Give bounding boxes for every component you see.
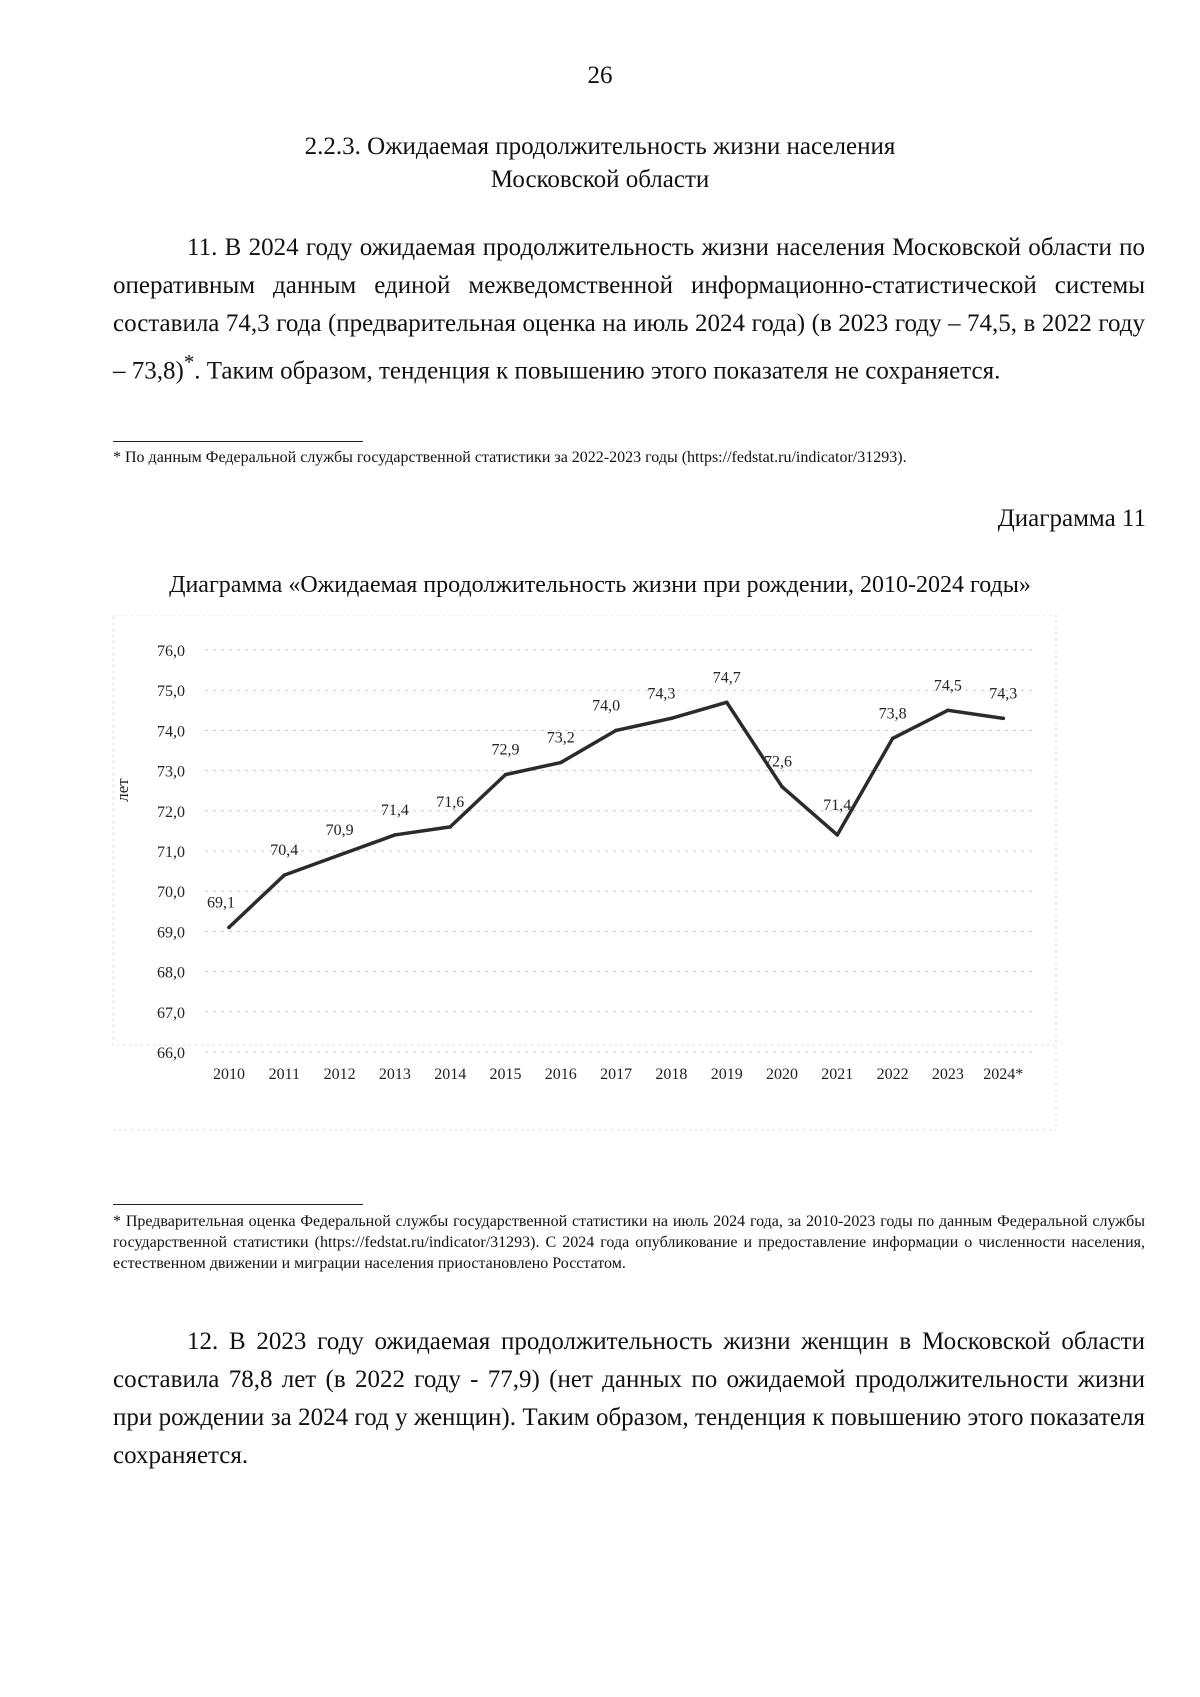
data-point bbox=[504, 773, 508, 777]
x-tick-label: 2014 bbox=[434, 1066, 467, 1083]
data-label: 74,0 bbox=[592, 697, 621, 715]
x-tick-label: 2013 bbox=[378, 1066, 411, 1083]
data-label: 73,2 bbox=[546, 729, 575, 747]
data-label: 69,1 bbox=[207, 894, 235, 912]
data-label: 71,4 bbox=[380, 801, 409, 819]
data-point bbox=[227, 926, 231, 930]
y-tick-label: 72,0 bbox=[157, 803, 185, 821]
footnote-2: * Предварительная оценка Федеральной службы государственной статистики на июль 2024 года, за 2010-2023 годы по данным Федеральной службы государственной статистики (https://fedstat.ru/indicator/31293). С 2024 года опубликование и предоставление информации о численности населения, естественном движении и миграции населения приостановлено Росстатом. bbox=[113, 1213, 1145, 1272]
x-tick-label: 2012 bbox=[323, 1066, 356, 1083]
paragraph-11-text: 11. В 2024 году ожидаемая продолжительность жизни населения Московской области по оперативным данным единой межведомственной информационно-статистической системы составила 74,3 года (предварительная оценка на июль 2024 года) (в 2023 году – 74,5, в 2022 году – 73,8) bbox=[113, 234, 1145, 385]
data-point bbox=[836, 833, 840, 837]
data-point bbox=[338, 853, 342, 857]
data-label: 72,6 bbox=[764, 753, 792, 771]
y-tick-label: 70,0 bbox=[157, 884, 185, 902]
x-tick-label: 2011 bbox=[268, 1066, 301, 1083]
paragraph-12-text: 12. В 2023 году ожидаемая продолжительность жизни женщин в Московской области составила 78,8 лет (в 2022 году - 77,9) (нет данных по ожидаемой продолжительности жизни при рождении за 2024 год у женщин). Таким образом, тенденция к повышению этого показателя сохраняется. bbox=[113, 1328, 1145, 1469]
y-axis-label: лет bbox=[113, 778, 132, 802]
x-tick-label: 2010 bbox=[213, 1066, 245, 1083]
x-tick-label: 2018 bbox=[655, 1066, 688, 1083]
footnote-rule-2 bbox=[113, 1204, 363, 1205]
page-number: 26 bbox=[587, 62, 613, 89]
footnote-rule-1 bbox=[113, 441, 363, 442]
x-tick-label: 2021 bbox=[821, 1066, 854, 1083]
data-label: 71,6 bbox=[436, 793, 465, 811]
x-tick-label: 2015 bbox=[489, 1066, 522, 1083]
data-point bbox=[448, 825, 452, 829]
y-tick-label: 76,0 bbox=[157, 643, 185, 660]
y-tick-label: 68,0 bbox=[157, 964, 185, 982]
series-line bbox=[229, 702, 1003, 927]
footnote-marker: * bbox=[183, 350, 195, 374]
y-tick-label: 66,0 bbox=[157, 1045, 185, 1062]
x-tick-label: 2022 bbox=[876, 1066, 909, 1083]
data-point bbox=[891, 737, 895, 741]
data-point bbox=[670, 717, 674, 721]
data-point bbox=[946, 709, 950, 713]
paragraph-11 bbox=[113, 229, 1145, 390]
paragraph-12 bbox=[113, 1323, 1145, 1475]
data-point bbox=[1001, 717, 1005, 721]
data-label: 72,9 bbox=[491, 741, 520, 759]
x-tick-label: 2023 bbox=[931, 1066, 964, 1083]
diagram-label: Диаграмма 11 bbox=[997, 505, 1146, 532]
data-point bbox=[725, 700, 729, 704]
data-point bbox=[559, 761, 563, 765]
section-title-line1: 2.2.3. Ожидаемая продолжительность жизни населения bbox=[304, 133, 896, 160]
x-tick-label: 2019 bbox=[710, 1066, 743, 1083]
y-tick-label: 75,0 bbox=[157, 683, 185, 701]
data-point bbox=[614, 729, 618, 733]
section-title bbox=[0, 130, 1200, 196]
data-label: 73,8 bbox=[878, 705, 907, 723]
data-point bbox=[393, 833, 397, 837]
y-tick-label: 69,0 bbox=[157, 924, 185, 942]
y-tick-label: 67,0 bbox=[157, 1004, 185, 1022]
data-point bbox=[780, 785, 784, 789]
data-label: 71,4 bbox=[823, 796, 852, 814]
data-label: 74,7 bbox=[712, 669, 741, 687]
data-label: 70,4 bbox=[270, 842, 299, 860]
chart-title: Диаграмма «Ожидаемая продолжительность жизни при рождении, 2010-2024 годы» bbox=[169, 572, 1031, 598]
paragraph-11-end: . Таким образом, тенденция к повышению этого показателя не сохраняется. bbox=[194, 357, 1001, 385]
y-tick-label: 74,0 bbox=[157, 723, 185, 741]
x-tick-label: 2024* bbox=[983, 1066, 1024, 1083]
data-label: 74,5 bbox=[933, 677, 962, 695]
chart-frame bbox=[113, 615, 1056, 1045]
y-tick-label: 71,0 bbox=[157, 844, 185, 861]
footnote-1: * По данным Федеральной службы государственной статистики за 2022-2023 годы (https://fedstat.ru/indicator/31293). bbox=[113, 449, 907, 466]
y-tick-label: 73,0 bbox=[157, 763, 185, 781]
x-tick-label: 2020 bbox=[766, 1066, 798, 1083]
x-tick-label: 2016 bbox=[544, 1066, 577, 1083]
x-tick-label: 2017 bbox=[600, 1066, 633, 1083]
data-point bbox=[283, 873, 287, 877]
data-label: 70,9 bbox=[325, 822, 354, 840]
section-title-line2: Московской области bbox=[490, 166, 710, 193]
data-label: 74,3 bbox=[989, 685, 1018, 703]
data-label: 74,3 bbox=[647, 685, 676, 703]
line-chart bbox=[0, 615, 1200, 1155]
